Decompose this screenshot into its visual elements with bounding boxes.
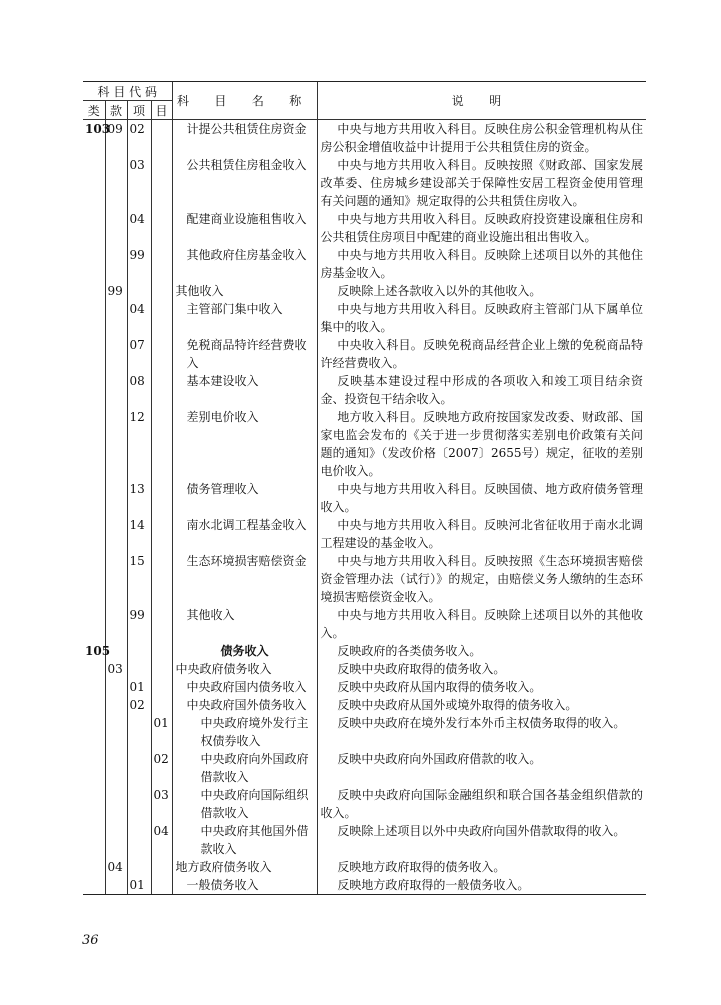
code-lei xyxy=(83,876,105,895)
table-row xyxy=(83,552,646,606)
code-mu xyxy=(151,300,172,336)
code-mu: 03 xyxy=(151,786,172,822)
code-xiang: 01 xyxy=(127,876,151,895)
subject-description: 反映中央政府从国外或境外取得的债务收入。 xyxy=(317,696,646,714)
code-xiang: 12 xyxy=(127,408,151,480)
code-mu xyxy=(151,642,172,660)
subject-name: 中央政府国内债务收入 xyxy=(172,678,317,696)
table-header xyxy=(83,82,646,120)
subject-name: 地方政府债务收入 xyxy=(172,858,317,876)
table-row xyxy=(83,300,646,336)
code-kuan xyxy=(105,696,127,714)
code-xiang xyxy=(127,282,151,300)
code-kuan xyxy=(105,750,127,786)
table-row xyxy=(83,246,646,282)
subject-description: 中央与地方共用收入科目。反映住房公积金管理机构从住房公积金增值收益中计提用于公共租赁住房的资金。 xyxy=(317,120,646,157)
subject-description: 反映基本建设过程中形成的各项收入和竣工项目结余资金、投资包干结余收入。 xyxy=(317,372,646,408)
code-mu xyxy=(151,480,172,516)
subject-name: 配建商业设施租售收入 xyxy=(172,210,317,246)
subject-description: 反映中央政府向外国政府借款的收入。 xyxy=(317,750,646,786)
code-xiang xyxy=(127,858,151,876)
subject-name: 其他收入 xyxy=(172,606,317,642)
header-description: 说 明 xyxy=(317,82,646,120)
subject-description: 中央与地方共用收入科目。反映国债、地方政府债务管理收入。 xyxy=(317,480,646,516)
code-lei xyxy=(83,822,105,858)
code-lei xyxy=(83,552,105,606)
table-row xyxy=(83,858,646,876)
code-lei xyxy=(83,606,105,642)
code-lei xyxy=(83,660,105,678)
table-row xyxy=(83,120,646,157)
code-xiang: 99 xyxy=(127,246,151,282)
table-row xyxy=(83,876,646,895)
code-xiang xyxy=(127,822,151,858)
table-body xyxy=(83,120,646,895)
code-mu xyxy=(151,660,172,678)
code-kuan xyxy=(105,516,127,552)
code-mu xyxy=(151,246,172,282)
code-xiang xyxy=(127,714,151,750)
code-mu xyxy=(151,678,172,696)
subject-name: 其他政府住房基金收入 xyxy=(172,246,317,282)
code-xiang: 08 xyxy=(127,372,151,408)
code-lei xyxy=(83,246,105,282)
code-kuan xyxy=(105,372,127,408)
code-kuan xyxy=(105,876,127,895)
subject-name: 主管部门集中收入 xyxy=(172,300,317,336)
code-xiang: 04 xyxy=(127,210,151,246)
subject-name: 债务管理收入 xyxy=(172,480,317,516)
code-kuan: 04 xyxy=(105,858,127,876)
code-mu xyxy=(151,552,172,606)
code-mu xyxy=(151,156,172,210)
subject-name: 一般债务收入 xyxy=(172,876,317,895)
subject-name: 差别电价收入 xyxy=(172,408,317,480)
code-kuan: 99 xyxy=(105,282,127,300)
code-mu xyxy=(151,876,172,895)
code-xiang: 07 xyxy=(127,336,151,372)
code-lei xyxy=(83,408,105,480)
code-xiang: 04 xyxy=(127,300,151,336)
table-row xyxy=(83,480,646,516)
subject-description: 中央收入科目。反映免税商品经营企业上缴的免税商品特许经营费收入。 xyxy=(317,336,646,372)
code-kuan: 09 xyxy=(105,120,127,157)
code-kuan xyxy=(105,552,127,606)
code-kuan xyxy=(105,822,127,858)
header-lei: 类 xyxy=(83,101,105,120)
table-row xyxy=(83,372,646,408)
code-kuan xyxy=(105,480,127,516)
subject-name: 中央政府向外国政府借款收入 xyxy=(172,750,317,786)
page-number: 36 xyxy=(82,933,99,948)
code-mu xyxy=(151,336,172,372)
code-mu xyxy=(151,696,172,714)
code-lei xyxy=(83,480,105,516)
subject-description: 反映除上述各款收入以外的其他收入。 xyxy=(317,282,646,300)
table-row xyxy=(83,516,646,552)
table-row xyxy=(83,282,646,300)
subject-description: 反映中央政府向国际金融组织和联合国各基金组织借款的收入。 xyxy=(317,786,646,822)
subject-description: 中央与地方共用收入科目。反映按照《财政部、国家发展改革委、住房城乡建设部关于保障性安居工程资金使用管理有关问题的通知》规定取得的公共租赁住房收入。 xyxy=(317,156,646,210)
code-xiang: 15 xyxy=(127,552,151,606)
code-lei xyxy=(83,858,105,876)
code-kuan xyxy=(105,210,127,246)
code-xiang: 13 xyxy=(127,480,151,516)
code-xiang: 02 xyxy=(127,120,151,157)
code-xiang: 14 xyxy=(127,516,151,552)
subject-description: 中央与地方共用收入科目。反映除上述项目以外的其他收入。 xyxy=(317,606,646,642)
subject-name: 其他收入 xyxy=(172,282,317,300)
header-code-group: 科 目 代 码 xyxy=(83,82,172,101)
code-mu xyxy=(151,516,172,552)
code-lei xyxy=(83,336,105,372)
code-lei xyxy=(83,516,105,552)
code-lei xyxy=(83,678,105,696)
subject-name: 债务收入 xyxy=(172,642,317,660)
table-row xyxy=(83,750,646,786)
header-kuan: 款 xyxy=(105,101,127,120)
subject-description: 反映中央政府从国内取得的债务收入。 xyxy=(317,678,646,696)
table-row xyxy=(83,660,646,678)
subject-name: 中央政府境外发行主权债券收入 xyxy=(172,714,317,750)
code-xiang xyxy=(127,642,151,660)
subject-name: 生态环境损害赔偿资金 xyxy=(172,552,317,606)
code-lei: 105 xyxy=(85,644,111,658)
subject-description: 反映地方政府取得的一般债务收入。 xyxy=(317,876,646,895)
code-xiang: 03 xyxy=(127,156,151,210)
code-kuan xyxy=(105,336,127,372)
subject-description: 反映中央政府取得的债务收入。 xyxy=(317,660,646,678)
table-row xyxy=(83,606,646,642)
code-lei xyxy=(83,786,105,822)
code-kuan xyxy=(105,786,127,822)
code-xiang xyxy=(127,786,151,822)
table-row xyxy=(83,210,646,246)
code-kuan xyxy=(105,156,127,210)
subject-description: 中央与地方共用收入科目。反映河北省征收用于南水北调工程建设的基金收入。 xyxy=(317,516,646,552)
header-xiang: 项 xyxy=(127,101,151,120)
subject-name: 南水北调工程基金收入 xyxy=(172,516,317,552)
code-xiang: 99 xyxy=(127,606,151,642)
subject-name: 计提公共租赁住房资金 xyxy=(172,120,317,157)
subject-name: 基本建设收入 xyxy=(172,372,317,408)
code-mu: 04 xyxy=(151,822,172,858)
table-row xyxy=(83,822,646,858)
subject-name: 免税商品特许经营费收入 xyxy=(172,336,317,372)
code-kuan xyxy=(105,300,127,336)
code-kuan xyxy=(105,714,127,750)
code-mu xyxy=(151,210,172,246)
table-row xyxy=(83,408,646,480)
table-row xyxy=(83,678,646,696)
subject-description: 反映除上述项目以外中央政府向国外借款取得的收入。 xyxy=(317,822,646,858)
subject-description: 反映地方政府取得的债务收入。 xyxy=(317,858,646,876)
code-xiang xyxy=(127,660,151,678)
subject-name: 中央政府向国际组织借款收入 xyxy=(172,786,317,822)
code-mu xyxy=(151,282,172,300)
budget-subject-table xyxy=(83,81,646,895)
code-mu: 02 xyxy=(151,750,172,786)
code-lei xyxy=(83,372,105,408)
subject-description: 反映政府的各类债务收入。 xyxy=(317,642,646,660)
header-mu: 目 xyxy=(151,101,172,120)
subject-name: 公共租赁住房租金收入 xyxy=(172,156,317,210)
code-xiang xyxy=(127,750,151,786)
code-mu: 01 xyxy=(151,714,172,750)
subject-description: 中央与地方共用收入科目。反映按照《生态环境损害赔偿资金管理办法（试行）》的规定，由赔偿义务人缴纳的生态环境损害赔偿资金收入。 xyxy=(317,552,646,606)
code-lei xyxy=(83,210,105,246)
table-row xyxy=(83,696,646,714)
subject-description: 地方收入科目。反映地方政府按国家发改委、财政部、国家电监会发布的《关于进一步贯彻落实差别电价政策有关问题的通知》（发改价格〔2007〕2655号）规定，征收的差别电价收入。 xyxy=(317,408,646,480)
code-lei xyxy=(83,156,105,210)
code-kuan xyxy=(105,408,127,480)
subject-description: 中央与地方共用收入科目。反映除上述项目以外的其他住房基金收入。 xyxy=(317,246,646,282)
table-row xyxy=(83,156,646,210)
code-xiang: 02 xyxy=(127,696,151,714)
code-mu xyxy=(151,372,172,408)
subject-name: 中央政府国外债务收入 xyxy=(172,696,317,714)
table-row xyxy=(83,714,646,750)
subject-description: 中央与地方共用收入科目。反映政府主管部门从下属单位集中的收入。 xyxy=(317,300,646,336)
header-subject-name: 科 目 名 称 xyxy=(172,82,317,120)
code-kuan xyxy=(105,678,127,696)
table-row xyxy=(83,786,646,822)
code-kuan xyxy=(105,606,127,642)
code-lei xyxy=(83,300,105,336)
code-xiang: 01 xyxy=(127,678,151,696)
code-mu xyxy=(151,408,172,480)
subject-description: 反映中央政府在境外发行本外币主权债务取得的收入。 xyxy=(317,714,646,750)
table-row xyxy=(83,642,646,660)
code-lei: 103 xyxy=(85,122,111,136)
code-lei xyxy=(83,282,105,300)
code-lei xyxy=(83,750,105,786)
subject-name: 中央政府其他国外借款收入 xyxy=(172,822,317,858)
code-mu xyxy=(151,858,172,876)
table-row xyxy=(83,336,646,372)
subject-name: 中央政府债务收入 xyxy=(172,660,317,678)
code-kuan xyxy=(105,246,127,282)
code-kuan: 03 xyxy=(105,660,127,678)
code-lei xyxy=(83,714,105,750)
code-mu xyxy=(151,120,172,157)
subject-description: 中央与地方共用收入科目。反映政府投资建设廉租住房和公共租赁住房项目中配建的商业设施出租出售收入。 xyxy=(317,210,646,246)
code-lei xyxy=(83,696,105,714)
code-mu xyxy=(151,606,172,642)
